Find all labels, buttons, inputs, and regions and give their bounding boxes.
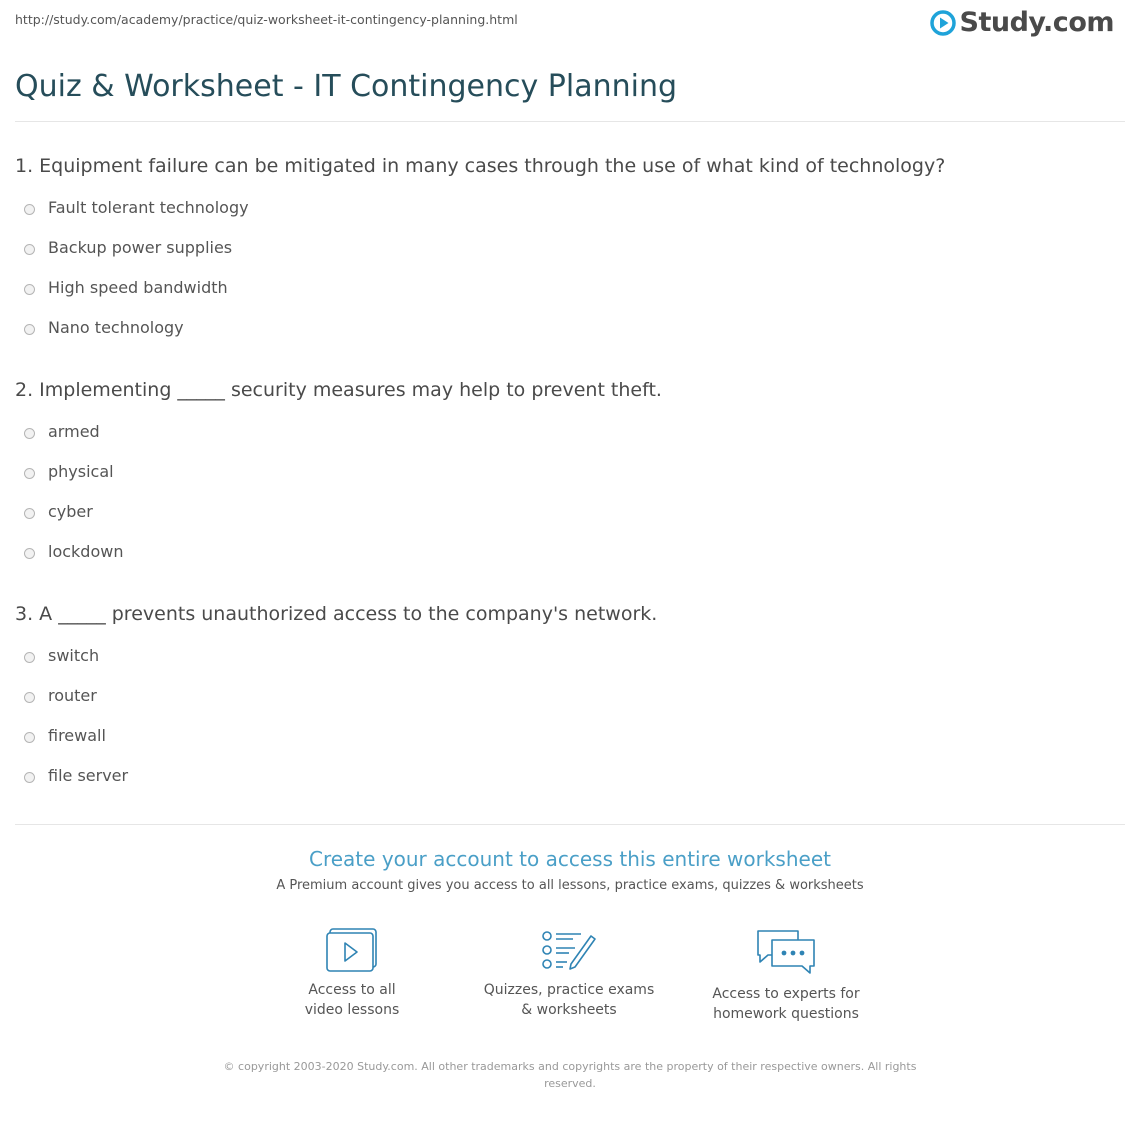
study-logo[interactable] (930, 7, 1114, 38)
answer-label: armed (48, 422, 100, 441)
answer-label: High speed bandwidth (48, 278, 228, 297)
create-account-link[interactable]: Create your account to access this entire worksheet (309, 847, 831, 871)
radio-icon[interactable] (24, 324, 35, 335)
feature-line: & worksheets (521, 1002, 617, 1018)
question-2 (15, 379, 1125, 561)
question-text: 3. A _____ prevents unauthorized access to the company's network. (15, 603, 658, 625)
radio-icon[interactable] (24, 732, 35, 743)
radio-icon[interactable] (24, 204, 35, 215)
feature-line: homework questions (713, 1006, 859, 1022)
radio-icon[interactable] (24, 692, 35, 703)
answer-option[interactable] (15, 278, 228, 297)
header-divider (15, 121, 1125, 122)
answer-label: firewall (48, 726, 106, 745)
answer-option[interactable] (15, 686, 97, 705)
copyright-footer: © copyright 2003-2020 Study.com. All other trademarks and copyrights are the property of their respective owners. All rights reserved. (223, 1060, 917, 1090)
chat-bubbles-icon (754, 928, 818, 976)
answer-label: lockdown (48, 542, 124, 561)
feature-line: video lessons (304, 1002, 400, 1018)
answer-label: physical (48, 462, 114, 481)
logo-text: Study.com (959, 7, 1114, 38)
radio-icon[interactable] (24, 652, 35, 663)
radio-icon[interactable] (24, 548, 35, 559)
answer-option[interactable] (15, 318, 184, 337)
feature-video-lessons (252, 928, 452, 1020)
content-divider (15, 824, 1125, 825)
question-3 (15, 603, 1125, 785)
radio-icon[interactable] (24, 244, 35, 255)
page-title: Quiz & Worksheet - IT Contingency Planning (15, 69, 678, 104)
answer-option[interactable] (15, 238, 232, 257)
radio-icon[interactable] (24, 772, 35, 783)
answer-option[interactable] (15, 462, 114, 481)
answer-option[interactable] (15, 726, 106, 745)
radio-icon[interactable] (24, 284, 35, 295)
cta-subtitle: A Premium account gives you access to all lessons, practice exams, quizzes & worksheets (276, 878, 864, 893)
answer-option[interactable] (15, 422, 100, 441)
answer-option[interactable] (15, 542, 123, 561)
quiz-list-icon (541, 928, 597, 972)
radio-icon[interactable] (24, 428, 35, 439)
answer-label: file server (48, 766, 129, 785)
feature-quizzes (469, 928, 669, 1020)
answer-option[interactable] (15, 766, 128, 785)
answer-label: Backup power supplies (48, 238, 233, 257)
feature-line: Quizzes, practice exams (483, 982, 655, 998)
answer-option[interactable] (15, 646, 99, 665)
question-text: 2. Implementing _____ security measures may help to prevent theft. (15, 379, 662, 401)
play-circle-icon (930, 10, 956, 36)
answer-option[interactable] (15, 198, 249, 217)
answer-label: switch (48, 646, 100, 665)
radio-icon[interactable] (24, 468, 35, 479)
video-lesson-icon (326, 928, 378, 972)
page-url: http://study.com/academy/practice/quiz-worksheet-it-contingency-planning.html (15, 12, 518, 27)
feature-line: Access to all (308, 982, 396, 998)
question-1 (15, 155, 1125, 337)
answer-label: router (48, 686, 97, 705)
answer-label: Nano technology (48, 318, 184, 337)
question-text: 1. Equipment failure can be mitigated in many cases through the use of what kind of technology? (15, 155, 946, 177)
answer-label: Fault tolerant technology (48, 198, 249, 217)
feature-line: Access to experts for (712, 986, 860, 1002)
radio-icon[interactable] (24, 508, 35, 519)
feature-experts (686, 928, 886, 1024)
answer-label: cyber (48, 502, 93, 521)
answer-option[interactable] (15, 502, 93, 521)
